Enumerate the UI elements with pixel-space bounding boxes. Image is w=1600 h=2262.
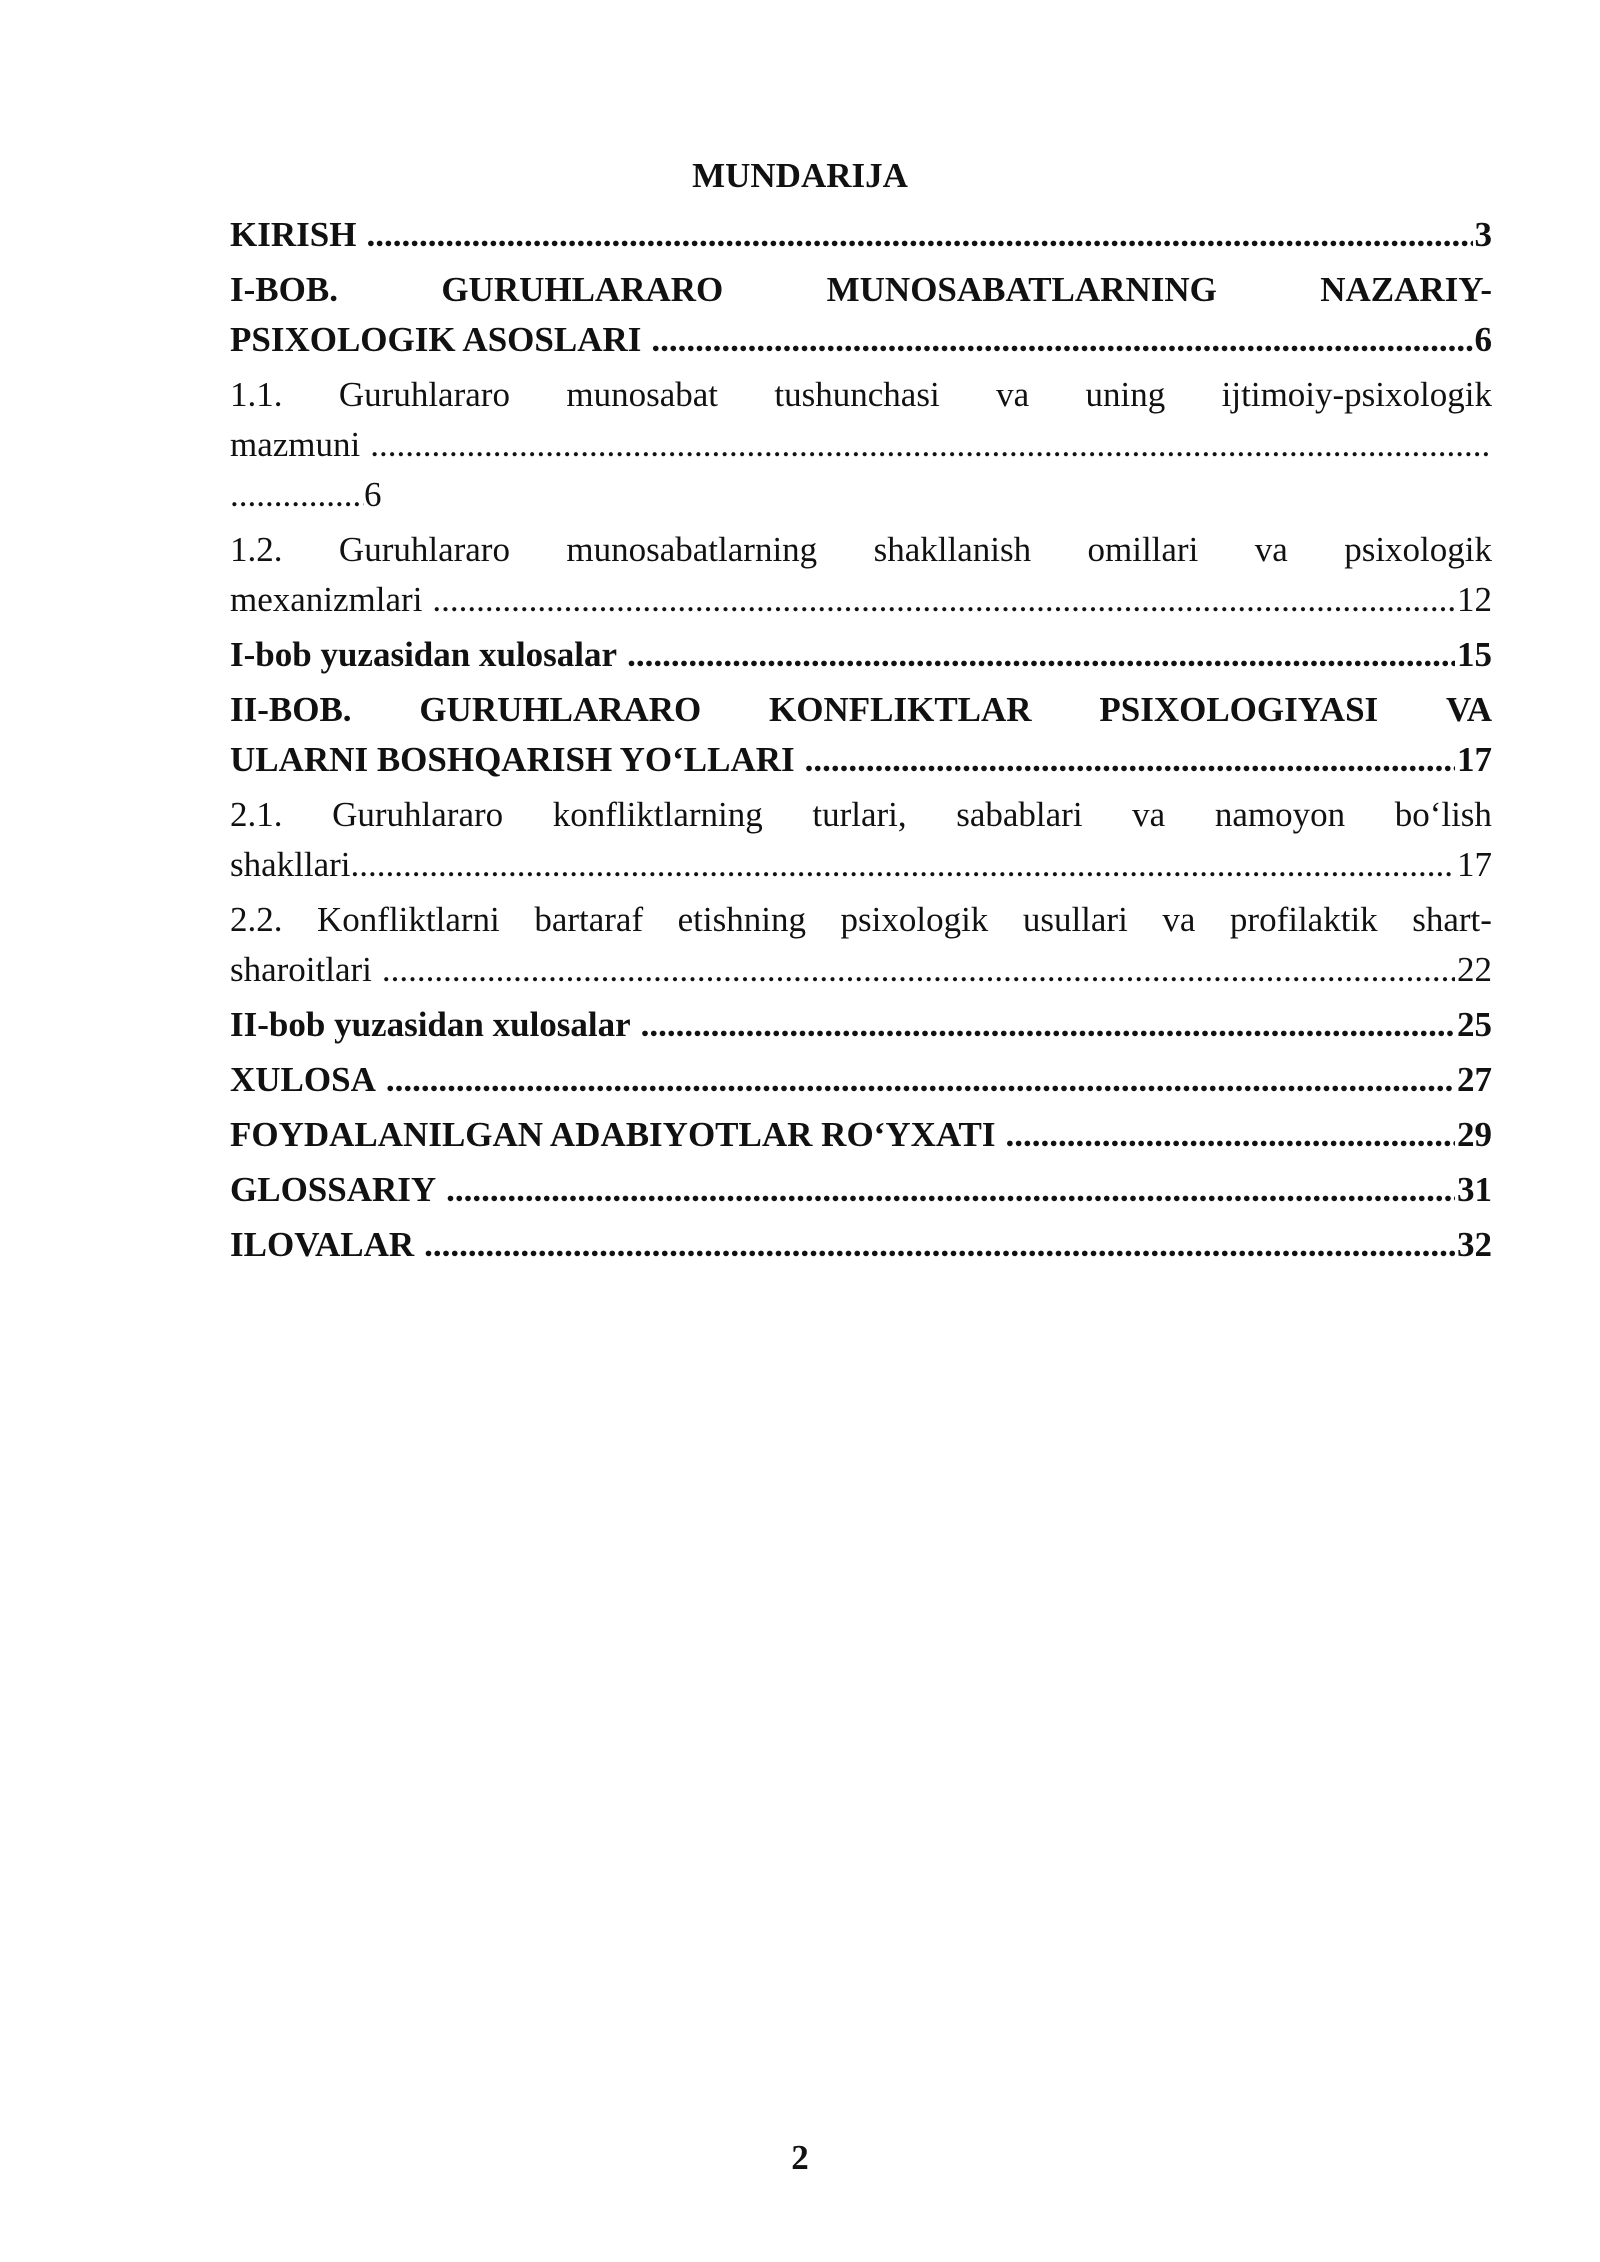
toc-page-number: 31: [1457, 1170, 1492, 1209]
toc-page-number: 29: [1457, 1115, 1492, 1154]
toc-page-number: 25: [1457, 1005, 1492, 1044]
dot-leader: [230, 470, 364, 520]
toc-page-number: 17: [1457, 740, 1492, 779]
toc-entry-title-line-1: 2.1. Guruhlararo konfliktlarning turlari, sabablari va namoyon bo‘lish: [230, 795, 1492, 834]
toc-entry-kirish[interactable]: [230, 210, 1492, 260]
toc-entry-title: XULOSA: [230, 1060, 376, 1099]
toc-page-number: 22: [1457, 950, 1492, 989]
dot-leader: [627, 630, 1455, 680]
table-of-contents: [230, 210, 1492, 1275]
dot-leader: [1006, 1110, 1455, 1160]
toc-entry-title-line-2: mazmuni: [230, 425, 361, 464]
toc-entry-title-line-2: PSIXOLOGIK ASOSLARI: [230, 320, 642, 359]
toc-entry-section-2-1[interactable]: [230, 790, 1492, 890]
toc-entry-title: KIRISH: [230, 215, 357, 254]
toc-page-number: 6: [364, 475, 382, 514]
toc-entry-title-line-1: 1.2. Guruhlararo munosabatlarning shakllanish omillari va psixologik: [230, 530, 1492, 569]
toc-entry-chapter-2[interactable]: [230, 685, 1492, 785]
toc-entry-title: II-bob yuzasidan xulosalar: [230, 1005, 631, 1044]
dot-leader: [432, 575, 1455, 625]
toc-entry-glossary[interactable]: [230, 1165, 1492, 1215]
toc-entry-appendices[interactable]: [230, 1220, 1492, 1270]
toc-entry-title-line-1: I-BOB. GURUHLARARO MUNOSABATLARNING NAZARIY-: [230, 270, 1492, 309]
toc-entry-title: I-bob yuzasidan xulosalar: [230, 635, 618, 674]
toc-entry-title-line-2: mexanizmlari: [230, 580, 423, 619]
toc-entry-title: GLOSSARIY: [230, 1170, 437, 1209]
dot-leader: [370, 420, 1490, 470]
dot-leader: [351, 840, 1455, 890]
toc-entry-chapter-2-conclusions[interactable]: [230, 1000, 1492, 1050]
toc-page-number: 12: [1457, 580, 1492, 619]
toc-entry-section-1-2[interactable]: [230, 525, 1492, 625]
dot-leader: [805, 735, 1455, 785]
toc-page-number: 17: [1457, 845, 1492, 884]
toc-entry-title-line-1: II-BOB. GURUHLARARO KONFLIKTLAR PSIXOLOGIYASI VA: [230, 690, 1492, 729]
page-number: 2: [791, 2138, 809, 2177]
dot-leader: [446, 1165, 1455, 1215]
dot-leader: [386, 1055, 1455, 1105]
toc-entry-title: FOYDALANILGAN ADABIYOTLAR RO‘YXATI: [230, 1115, 996, 1154]
toc-entry-title-line-1: 1.1. Guruhlararo munosabat tushunchasi va uning ijtimoiy-psixologik: [230, 375, 1492, 414]
toc-page-number: 27: [1457, 1060, 1492, 1099]
toc-page-number: 32: [1457, 1225, 1492, 1264]
toc-entry-chapter-1[interactable]: [230, 265, 1492, 365]
dot-leader: [382, 945, 1455, 995]
toc-entry-title-line-2: sharoitlari: [230, 950, 372, 989]
toc-entry-title: ILOVALAR: [230, 1225, 415, 1264]
toc-entry-chapter-1-conclusions[interactable]: [230, 630, 1492, 680]
dot-leader: [366, 210, 1472, 260]
toc-entry-title-line-2: ULARNI BOSHQARISH YO‘LLARI: [230, 740, 795, 779]
page-title: MUNDARIJA: [692, 156, 908, 195]
toc-entry-bibliography[interactable]: [230, 1110, 1492, 1160]
toc-entry-title-line-1: 2.2. Konfliktlarni bartaraf etishning psixologik usullari va profilaktik shart-: [230, 900, 1492, 939]
toc-entry-title-line-2: shakllari: [230, 845, 351, 884]
dot-leader: [424, 1220, 1455, 1270]
toc-entry-xulosa[interactable]: [230, 1055, 1492, 1105]
toc-page-number: 15: [1457, 635, 1492, 674]
dot-leader: [651, 315, 1472, 365]
dot-leader: [641, 1000, 1455, 1050]
toc-page-number: 3: [1474, 215, 1492, 254]
toc-entry-section-1-1[interactable]: [230, 370, 1492, 520]
toc-entry-section-2-2[interactable]: [230, 895, 1492, 995]
toc-page-number: 6: [1474, 320, 1492, 359]
